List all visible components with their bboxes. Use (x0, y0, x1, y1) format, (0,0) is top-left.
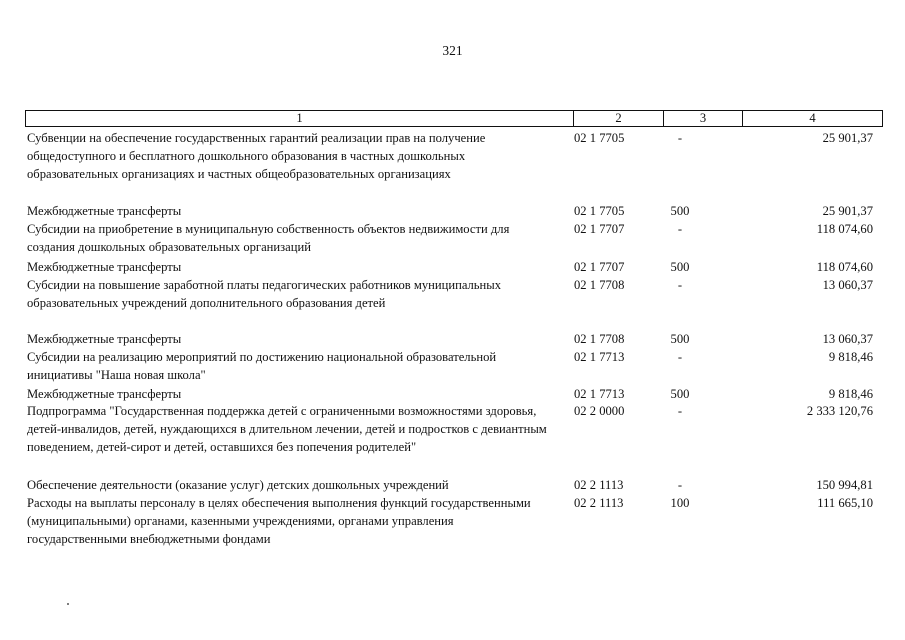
row-name: Субсидии на приобретение в муниципальную собственность объектов недвижимости для создания дошкольных образовательных организаций (27, 222, 510, 254)
scan-speck (67, 603, 69, 605)
row-amount: 118 074,60 (816, 222, 873, 236)
row-expense-type: 500 (670, 332, 690, 346)
row-name: Обеспечение деятельности (оказание услуг) детских дошкольных учреждений (27, 478, 449, 492)
row-expense-type: - (677, 222, 683, 236)
table-row (25, 259, 883, 277)
table-row (25, 277, 883, 331)
row-name: Межбюджетные трансферты (27, 387, 182, 401)
table-row (25, 221, 883, 259)
row-amount: 13 060,37 (822, 332, 873, 346)
row-expense-type: - (677, 131, 683, 145)
table-header (25, 110, 883, 127)
row-expense-type: 500 (670, 204, 690, 218)
table-row (25, 495, 883, 551)
table-body (25, 130, 883, 551)
row-code: 02 1 7708 (574, 332, 625, 346)
row-code: 02 1 7707 (574, 260, 625, 274)
row-name: Субсидии на реализацию мероприятий по достижению национальной образовательной инициативы "Наша новая школа" (27, 350, 497, 382)
row-amount: 150 994,81 (816, 478, 873, 492)
table-row (25, 477, 883, 495)
row-amount: 25 901,37 (822, 131, 873, 145)
row-name: Межбюджетные трансферты (27, 332, 182, 346)
table-row (25, 331, 883, 349)
page-number: 321 (442, 43, 463, 58)
row-name: Расходы на выплаты персоналу в целях обеспечения выполнения функций государственными (муниципальными) органами, казенными учреждениями, органами управления государственными внебюджетными фондами (27, 496, 531, 546)
row-expense-type: 100 (670, 496, 690, 510)
row-code: 02 1 7707 (574, 222, 625, 236)
table-row (25, 130, 883, 203)
row-name: Субсидии на повышение заработной платы педагогических работников муниципальных образовательных учреждений дополнительного образования детей (27, 278, 502, 310)
row-expense-type: - (677, 278, 683, 292)
row-code: 02 1 7713 (574, 387, 625, 401)
row-amount: 2 333 120,76 (806, 404, 873, 418)
row-code: 02 1 7705 (574, 131, 625, 145)
row-expense-type: 500 (670, 260, 690, 274)
row-expense-type: - (677, 404, 683, 418)
column-header-3: 3 (663, 111, 742, 126)
row-expense-type: 500 (670, 387, 690, 401)
column-header-4: 4 (742, 111, 882, 126)
row-code: 02 2 1113 (574, 496, 624, 510)
row-code: 02 2 1113 (574, 478, 624, 492)
row-name: Подпрограмма "Государственная поддержка детей с ограниченными возможностями здоровья, детей-инвалидов, детей, нуждающихся в длительном лечении, детей и подростков с девиантным поведением, детей-сирот и детей, оставшихся без попечения родителей" (27, 404, 547, 454)
row-name: Межбюджетные трансферты (27, 260, 182, 274)
row-code: 02 2 0000 (574, 404, 625, 418)
row-name: Субвенции на обеспечение государственных гарантий реализации прав на получение общедоступного и бесплатного дошкольного образования в частных дошкольных образовательных организациях и частных общеобразовательных организациях (27, 131, 486, 181)
row-amount: 111 665,10 (817, 496, 873, 510)
table-row (25, 349, 883, 386)
table-row (25, 403, 883, 477)
row-code: 02 1 7708 (574, 278, 625, 292)
row-code: 02 1 7713 (574, 350, 625, 364)
row-name: Межбюджетные трансферты (27, 204, 182, 218)
column-header-1: 1 (296, 111, 303, 125)
table-row (25, 203, 883, 221)
row-amount: 25 901,37 (822, 204, 873, 218)
row-expense-type: - (677, 478, 683, 492)
column-header-2: 2 (573, 111, 663, 126)
row-amount: 13 060,37 (822, 278, 873, 292)
table-row (25, 386, 883, 403)
row-amount: 9 818,46 (828, 350, 873, 364)
row-amount: 118 074,60 (816, 260, 873, 274)
row-expense-type: - (677, 350, 683, 364)
row-code: 02 1 7705 (574, 204, 625, 218)
row-amount: 9 818,46 (828, 387, 873, 401)
